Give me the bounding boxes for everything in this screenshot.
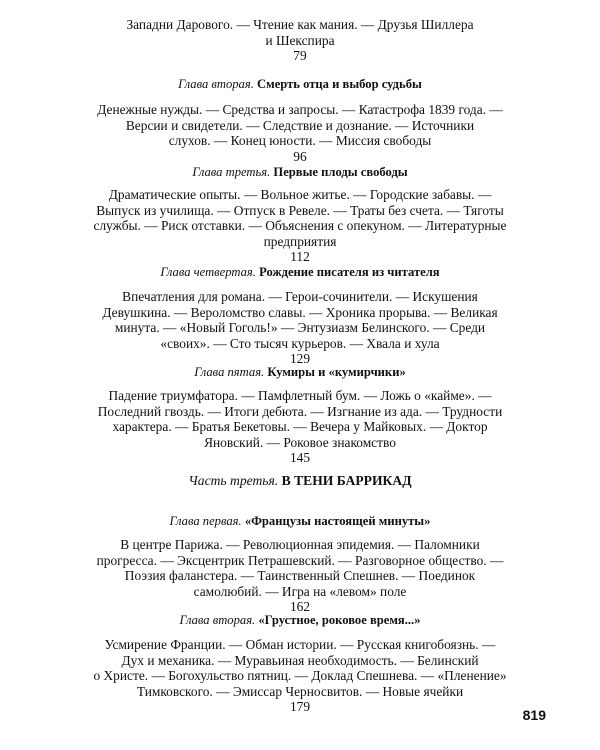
entry-line: самолюбий. — Игра на «левом» поле	[193, 583, 407, 599]
toc-entry	[80, 637, 520, 714]
entry-page-number: 179	[289, 699, 311, 715]
toc-entry	[80, 388, 520, 465]
entry-line: Поэзия фаланстера. — Таинственный Спешнев. — Поединок	[124, 568, 476, 584]
entry-line: В центре Парижа. — Революционная эпидемия. — Паломники	[120, 537, 480, 552]
chapter-heading	[80, 613, 520, 628]
entry-line: слухов. — Конец юности. — Миссия свободы	[168, 133, 432, 149]
entry-line: Усмирение Франции. — Обман истории. — Русская книгобоязнь. —	[104, 637, 496, 652]
toc-entry-continuation	[80, 17, 520, 63]
chapter-title: «Французы настоящей минуты»	[244, 514, 431, 528]
entry-line: минута. — «Новый Гоголь!» — Энтузиазм Белинского. — Среди	[114, 320, 486, 336]
chapter-title: Смерть отца и выбор судьбы	[257, 77, 422, 91]
entry-page-number: 79	[293, 48, 307, 64]
entry-page-number: 145	[289, 450, 311, 466]
chapter-title: «Грустное, роковое время...»	[258, 613, 421, 627]
entry-line: Дух и механика. — Муравьиная необходимость. — Белинский	[121, 652, 479, 668]
entry-line: Выпуск из училища. — Отпуск в Ревеле. — Траты без счета. — Тяготы	[96, 202, 504, 218]
part-title: В ТЕНИ БАРРИКАД	[281, 473, 412, 488]
chapter-heading	[80, 265, 520, 280]
entry-line: и Шекспира	[265, 32, 335, 48]
chapter-label: Глава третья.	[192, 165, 271, 179]
chapter-heading	[80, 514, 520, 529]
entry-line: Версии и свидетели. — Следствие и дознание. — Источники	[125, 117, 475, 133]
entry-line: Западни Дарового. — Чтение как мания. — Друзья Шиллера	[126, 17, 474, 32]
chapter-title: Рождение писателя из читателя	[259, 265, 440, 279]
chapter-label: Глава вторая.	[179, 613, 256, 627]
chapter-label: Глава первая.	[169, 514, 242, 528]
chapter-label: Глава четвертая.	[160, 265, 256, 279]
toc-entry	[80, 537, 520, 614]
entry-page-number: 129	[289, 351, 311, 367]
toc-entry	[80, 102, 520, 164]
chapter-title: Кумиры и «кумирчики»	[267, 365, 406, 379]
entry-line: Денежные нужды. — Средства и запросы. — Катастрофа 1839 года. —	[97, 102, 503, 117]
entry-line: характера. — Братья Бекетовы. — Вечера у Майковых. — Доктор	[112, 419, 488, 435]
entry-line: службы. — Риск отставки. — Объяснения с опекуном. — Литературные	[93, 218, 507, 234]
chapter-heading	[80, 77, 520, 92]
entry-page-number: 96	[293, 148, 307, 164]
chapter-title: Первые плоды свободы	[273, 165, 408, 179]
entry-line: Девушкина. — Вероломство славы. — Хроника прорыва. — Великая	[102, 304, 498, 320]
chapter-label: Глава пятая.	[194, 365, 265, 379]
part-label: Часть третья.	[188, 473, 279, 488]
entry-page-number: 112	[290, 249, 310, 265]
entry-line: предприятия	[263, 233, 337, 249]
entry-line: Падение триумфатора. — Памфлетный бум. — Ложь о «кайме». —	[108, 388, 492, 403]
chapter-heading	[80, 365, 520, 380]
part-heading	[80, 473, 520, 488]
entry-page-number: 162	[289, 599, 311, 615]
entry-line: «своих». — Сто тысяч курьеров. — Хвала и хула	[160, 335, 440, 351]
entry-line: прогресса. — Эксцентрик Петрашевский. — Разговорное общество. —	[96, 552, 504, 568]
entry-line: Тимковского. — Эмиссар Черносвитов. — Новые ячейки	[136, 683, 464, 699]
toc-entry	[80, 187, 520, 264]
toc-entry	[80, 289, 520, 366]
entry-line: Драматические опыты. — Вольное житье. — Городские забавы. —	[108, 187, 492, 202]
chapter-heading	[80, 165, 520, 180]
page-folio-number: 819	[522, 707, 546, 723]
chapter-label: Глава вторая.	[178, 77, 254, 91]
entry-line: Последний гвоздь. — Итоги дебюта. — Изгнание из ада. — Трудности	[97, 403, 503, 419]
entry-line: Яновский. — Роковое знакомство	[204, 434, 396, 450]
entry-line: о Христе. — Богохульство пятниц. — Доклад Спешнева. — «Пленение»	[93, 668, 507, 684]
entry-line: Впечатления для романа. — Герои-сочинители. — Искушения	[122, 289, 478, 304]
